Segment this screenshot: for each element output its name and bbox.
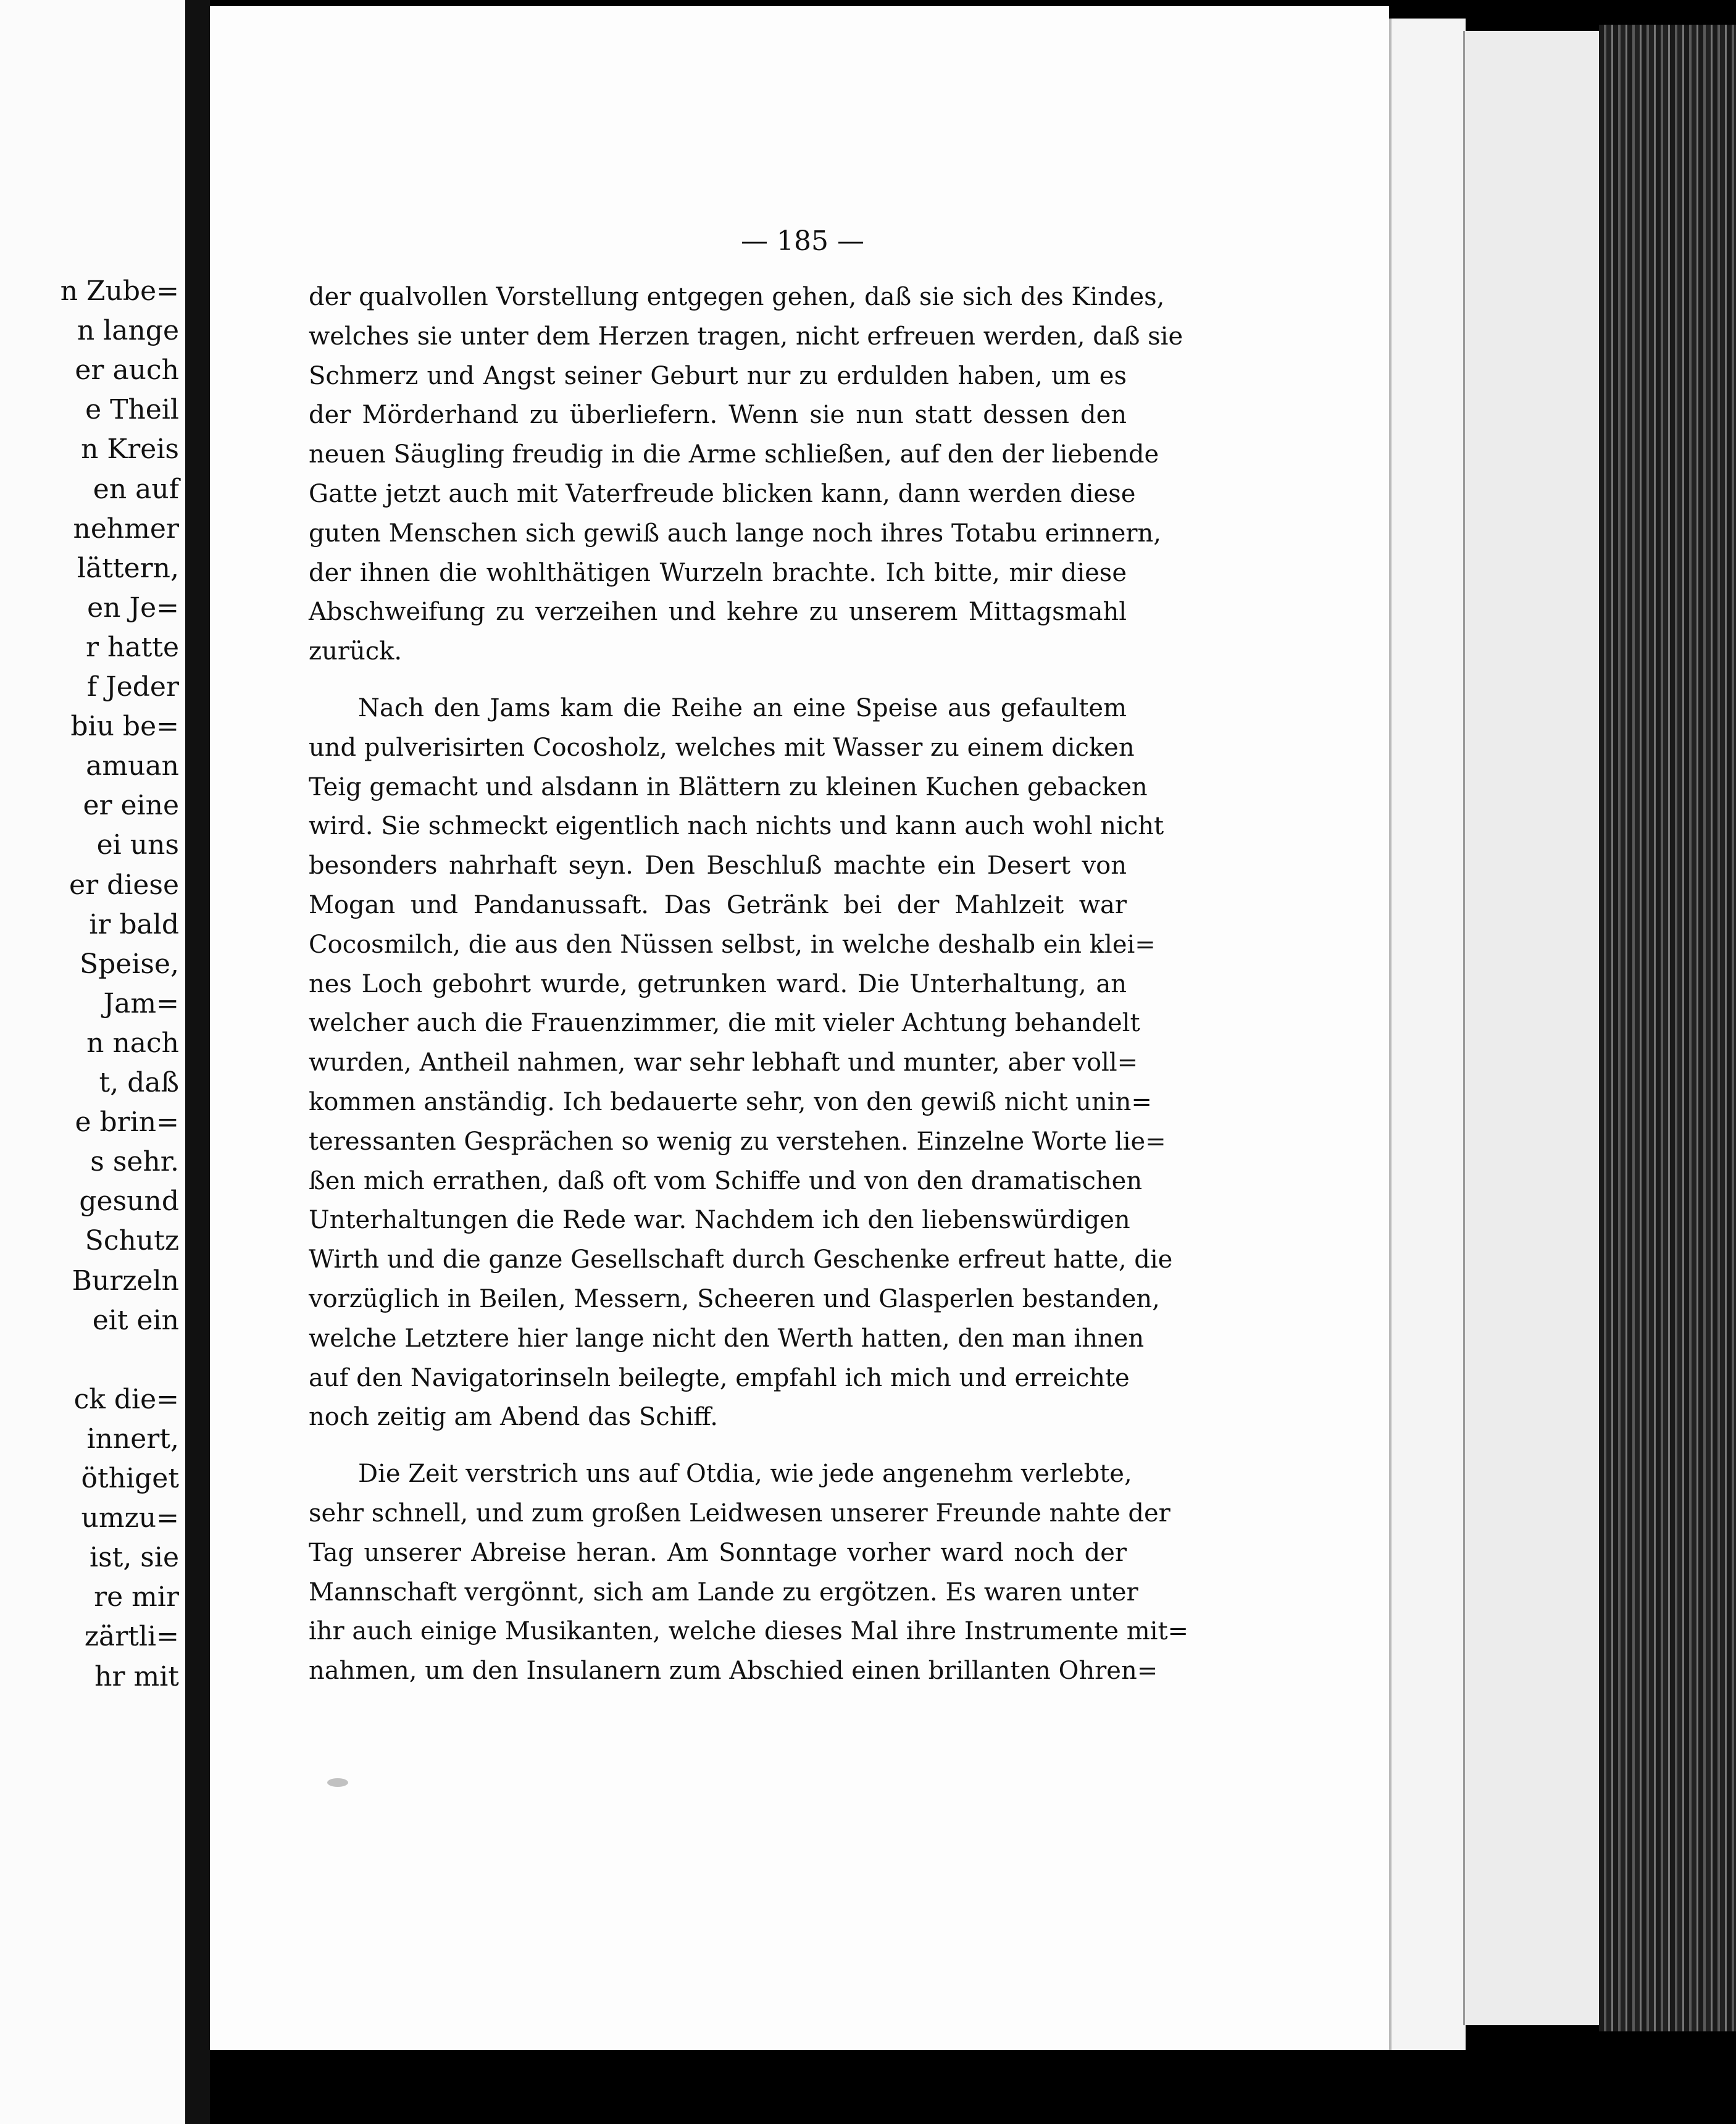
previous-page-line: n nach [86,1027,179,1059]
text-line: welche Letztere hier lange nicht den Werth hatten, den man ihnen [309,1324,1145,1353]
text-line: Teig gemacht und alsdann in Blättern zu kleinen Kuchen gebacken [309,772,1148,801]
text-line: Abschweifung zu verzeihen und kehre zu unserem Mittagsmahl [309,598,1127,627]
previous-page-line: Burzeln [72,1265,179,1297]
text-line: Wirth und die ganze Gesellschaft durch Geschenke erfreut hatte, die [309,1245,1173,1274]
previous-page-line: nehmer [73,512,179,545]
previous-page-line: eit ein [92,1304,179,1336]
text-line: vorzüglich in Beilen, Messern, Scheeren und Glasperlen bestanden, [309,1284,1160,1313]
text-line: der ihnen die wohlthätigen Wurzeln brachte. Ich bitte, mir diese [309,558,1127,587]
previous-page-line: e brin= [75,1106,179,1139]
previous-page-line: öthiget [81,1463,179,1494]
text-line: noch zeitig am Abend das Schiff. [309,1403,718,1432]
previous-page-line: er eine [83,790,179,822]
text-line: Tag unserer Abreise heran. Am Sonntage vorher ward noch der [309,1538,1127,1567]
previous-page-line: ir bald [89,908,179,940]
previous-page-line: hr mit [94,1660,179,1692]
previous-page-line: gesund [79,1185,179,1218]
text-line: ßen mich errathen, daß oft vom Schiffe und von den dramatischen [309,1166,1143,1195]
text-line: welches sie unter dem Herzen tragen, nicht erfreuen werden, daß sie [309,322,1183,351]
text-line: nahmen, um den Insulanern zum Abschied einen brillanten Ohren= [309,1657,1158,1686]
previous-page-line: f Jeder [86,671,179,703]
book-gutter [185,0,210,2124]
previous-page-line: Speise, [79,948,179,980]
page-stack-edge [1463,31,1601,2025]
text-line: Gatte jetzt auch mit Vaterfreude blicken kann, dann werden diese [309,479,1136,508]
previous-page-line: ist, sie [90,1542,179,1574]
text-line: Mogan und Pandanussaft. Das Getränk bei der Mahlzeit war [309,890,1127,919]
previous-page-line: re mir [94,1581,179,1613]
previous-page-line: s sehr. [90,1146,179,1178]
previous-page-line: ei uns [96,829,179,861]
text-line: ihr auch einige Musikanten, welche dieses Mal ihre Instrumente mit= [309,1617,1189,1646]
previous-page-line: lättern, [77,552,179,584]
page-number: — 185 — [741,225,864,257]
paragraph [309,1455,1189,1691]
text-line: wurden, Antheil nahmen, war sehr lebhaft und munter, aber voll= [309,1048,1138,1077]
text-line: und pulverisirten Cocosholz, welches mit Wasser zu einem dicken [309,733,1135,762]
previous-page-line: n Zube= [60,275,179,307]
previous-page-line: en Je= [87,592,179,624]
text-line: besonders nahrhaft seyn. Den Beschluß machte ein Desert von [309,851,1127,880]
text-line: der qualvollen Vorstellung entgegen gehen, daß sie sich des Kindes, [309,283,1165,311]
previous-page-line: en auf [93,473,179,505]
text-line: zurück. [309,637,403,666]
text-line: Schmerz und Angst seiner Geburt nur zu erdulden haben, um es [309,361,1127,390]
text-line: Nach den Jams kam die Reihe an eine Speise aus gefaultem [358,693,1127,722]
previous-page-line: Schutz [85,1225,179,1257]
previous-page-line: ck die= [73,1383,179,1415]
previous-page-line: n lange [77,315,179,347]
book-edge-pages [1599,25,1736,2031]
text-line: wird. Sie schmeckt eigentlich nach nichts und kann auch wohl nicht [309,812,1164,841]
previous-page-line: umzu= [81,1502,179,1534]
previous-page [0,0,185,2124]
previous-page-line: innert, [86,1423,179,1455]
text-line: welcher auch die Frauenzimmer, die mit vieler Achtung behandelt [309,1009,1140,1038]
text-line: Cocosmilch, die aus den Nüssen selbst, in welche deshalb ein klei= [309,930,1156,959]
text-line: Mannschaft vergönnt, sich am Lande zu ergötzen. Es waren unter [309,1578,1138,1607]
previous-page-line: Jam= [103,987,179,1019]
text-line: sehr schnell, und zum großen Leidwesen unserer Freunde nahte der [309,1499,1171,1528]
previous-page-line: er auch [75,354,179,387]
page-body-text [309,278,1189,1691]
previous-page-line: e Theil [85,394,179,426]
previous-page-line: amuan [86,750,179,782]
text-line: nes Loch gebohrt wurde, getrunken ward. Die Unterhaltung, an [309,969,1127,998]
book-page [210,6,1389,2050]
text-line: teressanten Gesprächen so wenig zu verstehen. Einzelne Worte lie= [309,1127,1166,1156]
previous-page-line: er diese [69,869,179,901]
text-line: Die Zeit verstrich uns auf Otdia, wie jede angenehm verlebte, [358,1460,1132,1489]
previous-page-line: n Kreis [81,433,179,466]
text-line: Unterhaltungen die Rede war. Nachdem ich den liebenswürdigen [309,1206,1130,1235]
paragraph [309,689,1173,1437]
text-line: kommen anständig. Ich bedauerte sehr, von den gewiß nicht unin= [309,1087,1152,1116]
previous-page-line: biu be= [70,711,179,743]
previous-page-line: r hatte [86,631,179,663]
text-line: auf den Navigatorinseln beilegte, empfahl ich mich und erreichte [309,1363,1130,1392]
previous-page-line: zärtli= [84,1621,179,1653]
ink-smudge [327,1778,348,1787]
text-line: guten Menschen sich gewiß auch lange noch ihres Totabu erinnern, [309,519,1161,548]
text-line: der Mörderhand zu überliefern. Wenn sie nun statt dessen den [309,401,1127,430]
paragraph [309,278,1183,672]
previous-page-line: t, daß [99,1067,179,1098]
text-line: neuen Säugling freudig in die Arme schließen, auf den der liebende [309,440,1159,469]
next-page-edge [1389,19,1466,2050]
